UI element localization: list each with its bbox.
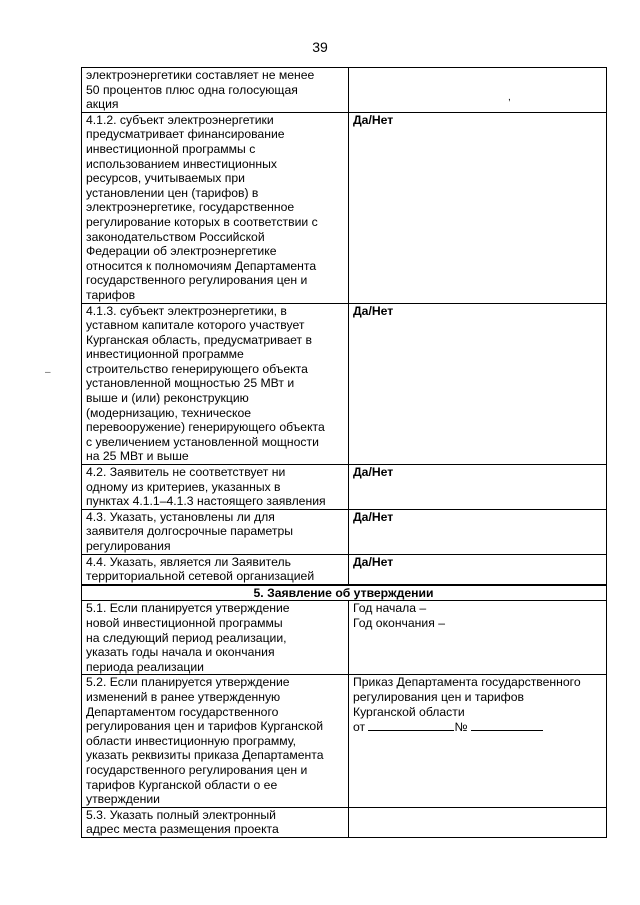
answer-cell[interactable]: Да/Нет <box>349 112 607 303</box>
years-field[interactable]: Год начала – Год окончания – <box>349 601 607 675</box>
answer-cell[interactable]: Да/Нет <box>349 509 607 554</box>
table-row <box>82 601 607 675</box>
criterion-text: 4.2. Заявитель не соответствует ни одному из критериев, указанных в пунктах 4.1.1–4.1.3 настоящего заявления <box>82 465 349 510</box>
criterion-text: 4.4. Указать, является ли Заявитель территориальной сетевой организацией <box>82 554 349 585</box>
criterion-text: 4.1.3. субъект электроэнергетики, в уставном капитале которого участвует Курганская область, предусматривает в инвестиционной программе строительство генерирующего объекта установленной мощностью 25 МВт и выше и (или) реконструкцию (модернизацию, техническое перевооружение) генерирующего объекта с увеличением установленной мощности на 25 МВт и выше <box>82 303 349 465</box>
stray-mark: , <box>508 92 511 103</box>
margin-mark: – <box>45 367 51 378</box>
section-title: 5. Заявление об утверждении <box>82 585 607 601</box>
answer-cell[interactable] <box>349 68 607 113</box>
criterion-text: 5.3. Указать полный электронный адрес места размещения проекта <box>82 807 349 837</box>
answer-cell[interactable]: Да/Нет <box>349 465 607 510</box>
section-header-row <box>82 585 607 601</box>
criterion-text: 4.3. Указать, установлены ли для заявителя долгосрочные параметры регулирования <box>82 509 349 554</box>
criterion-text: 5.1. Если планируется утверждение новой инвестиционной программы на следующий период реализации, указать годы начала и окончания периода реализации <box>82 601 349 675</box>
criterion-text: электроэнергетики составляет не менее 50 процентов плюс одна голосующая акция <box>82 68 349 113</box>
order-number-field[interactable] <box>471 719 543 731</box>
url-field[interactable] <box>349 807 607 837</box>
table-row <box>82 465 607 510</box>
table-row <box>82 509 607 554</box>
table-row <box>82 68 607 113</box>
order-details-cell <box>349 675 607 807</box>
table-row <box>82 112 607 303</box>
criterion-text: 4.1.2. субъект электроэнергетики предусматривает финансирование инвестиционной программы с использованием инвестиционных ресурсов, учитываемых при установлении цен (тарифов) в электроэнергетике, государственное регулирование которых в соответствии с законодательством Российской Федерации об электроэнергетике относится к полномочиям Департамента государственного регулирования цен и тарифов <box>82 112 349 303</box>
order-date-field[interactable] <box>368 719 454 731</box>
table-row <box>82 675 607 807</box>
order-title: Приказ Департамента государственного регулирования цен и тарифов Курганской области <box>353 675 581 719</box>
order-number-label: № <box>454 720 468 735</box>
table-row <box>82 807 607 837</box>
application-form-table <box>81 67 607 838</box>
page-number: 39 <box>312 39 328 55</box>
criterion-text: 5.2. Если планируется утверждение изменений в ранее утвержденную Департаментом государственного регулирования цен и тарифов Курганской области инвестиционную программу, указать реквизиты приказа Департамента государственного регулирования цен и тарифов Курганской области о ее утверждении <box>82 675 349 807</box>
table-row <box>82 303 607 465</box>
answer-cell[interactable]: Да/Нет <box>349 303 607 465</box>
table-row <box>82 554 607 585</box>
answer-cell[interactable]: Да/Нет <box>349 554 607 585</box>
order-date-label: от <box>353 720 366 735</box>
